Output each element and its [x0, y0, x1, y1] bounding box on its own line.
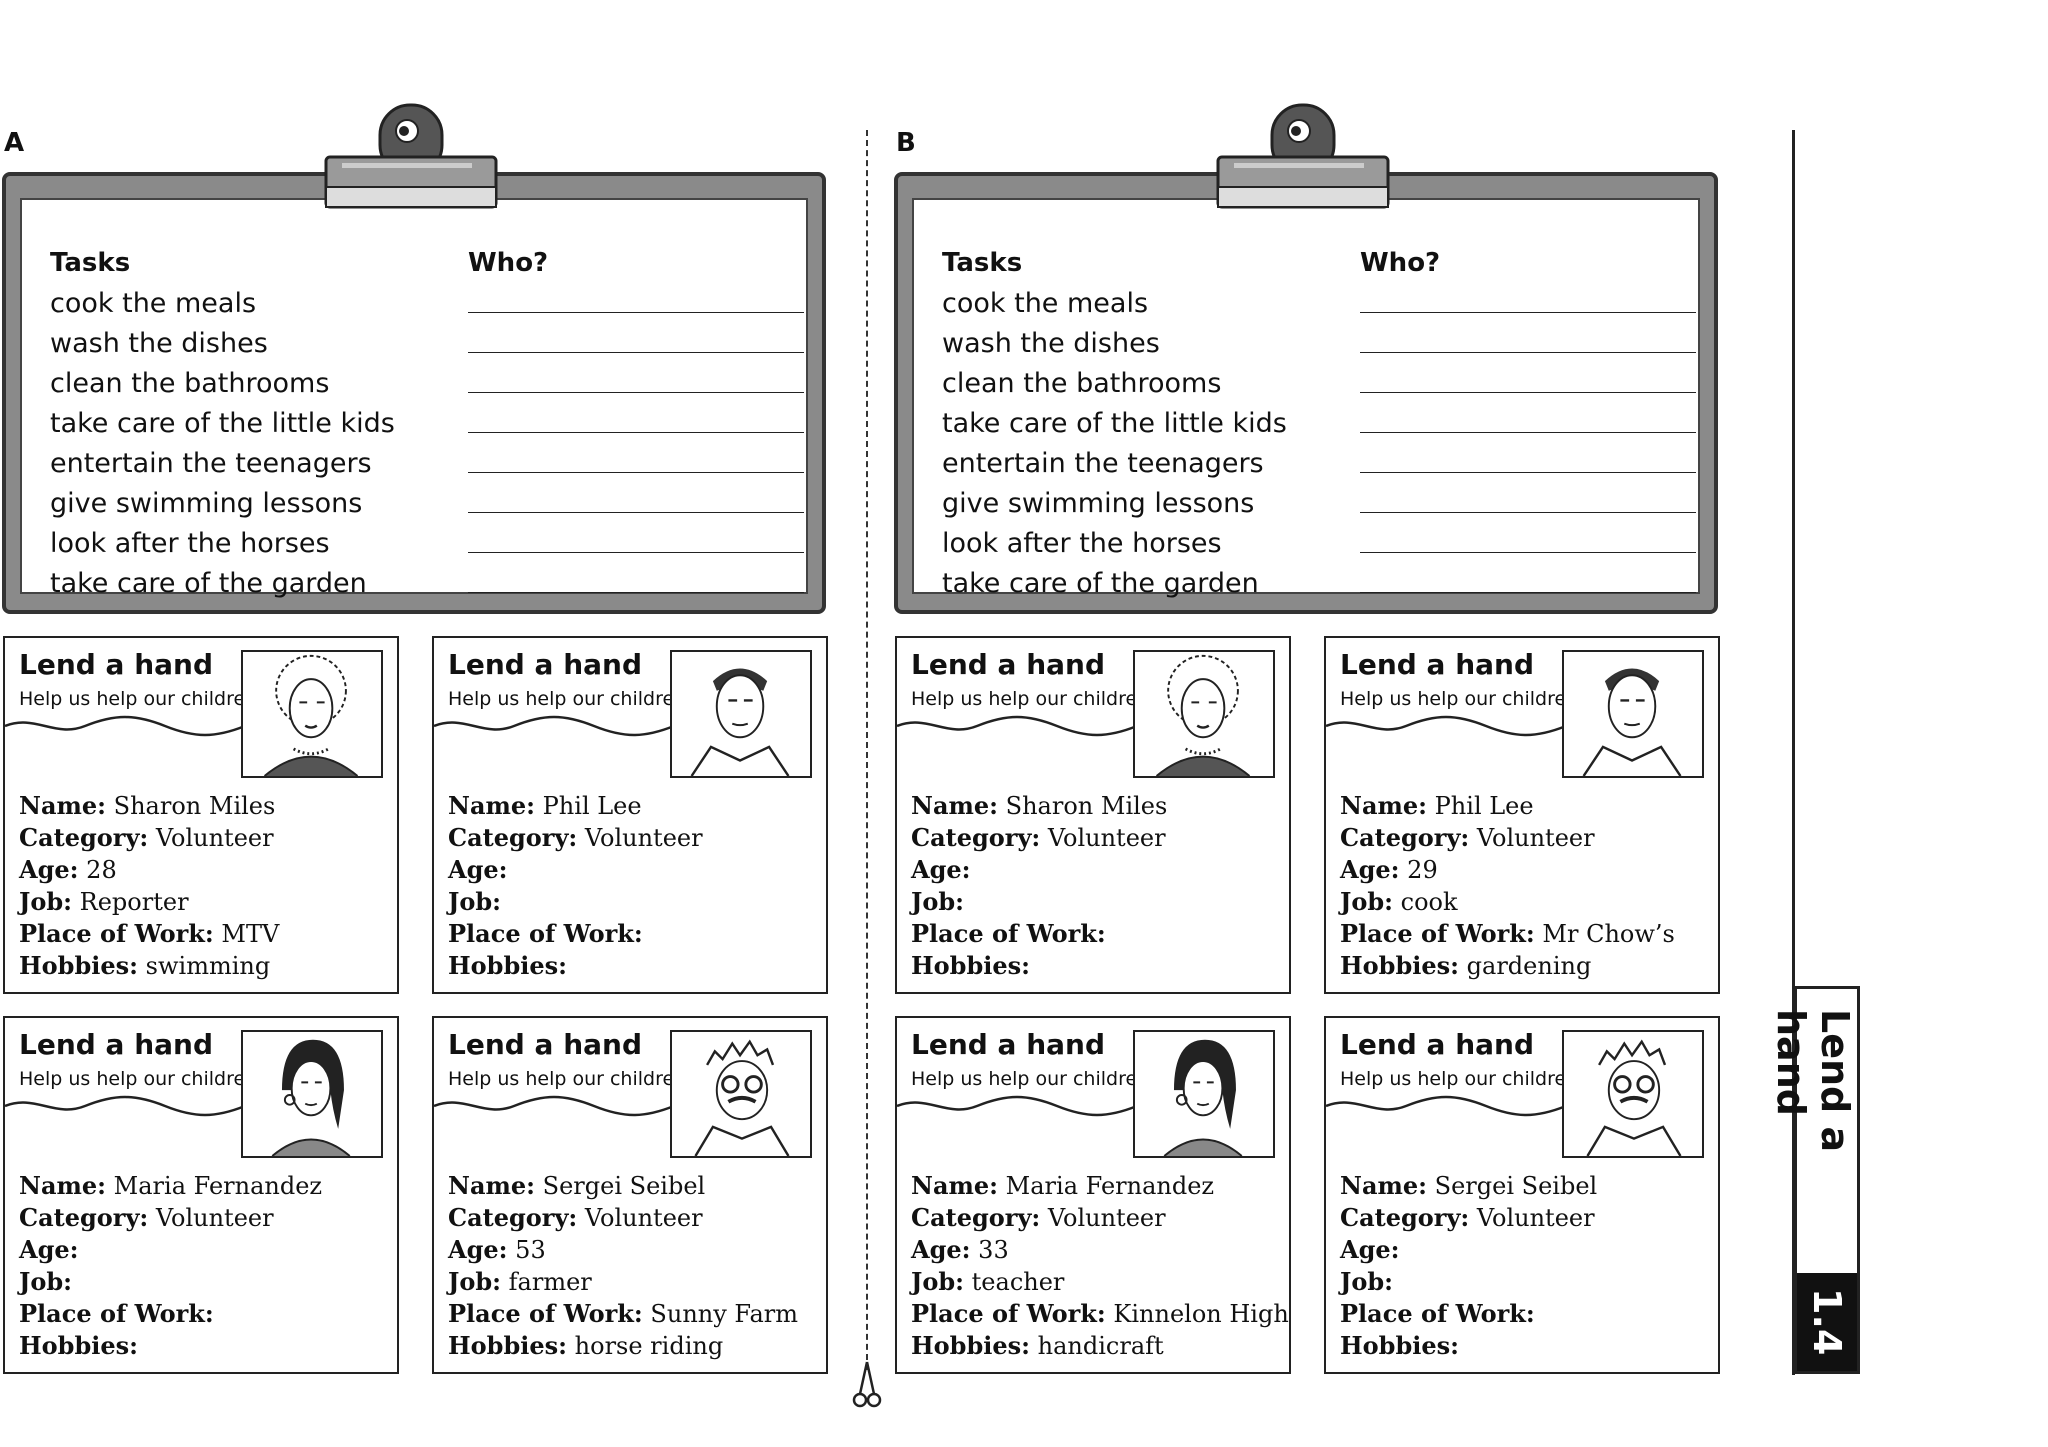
- volunteer-card: [432, 1016, 828, 1374]
- clipboard: [2, 172, 826, 614]
- task-item: entertain the teenagers: [942, 448, 1264, 479]
- field-name: Sergei Seibel: [1434, 1172, 1598, 1200]
- field-age: 33: [978, 1236, 1009, 1264]
- unit-title: Lend a hand: [1769, 1009, 1857, 1153]
- volunteer-card: [1324, 1016, 1720, 1374]
- card-subtitle: Help us help our children: [448, 1068, 687, 1090]
- card-subtitle: Help us help our children: [448, 688, 687, 710]
- answer-line[interactable]: [468, 512, 804, 513]
- field-place: Kinnelon High: [1113, 1300, 1289, 1328]
- clipboard-clip-icon: [322, 103, 500, 213]
- card-fields: Name: Maria Fernandez Category: Volunteer Age: 33 Job: teacher Place of Work: Kinnelon High Hobbies: handicraft: [911, 1171, 1289, 1360]
- portrait-woman-curly-hair: [241, 650, 383, 778]
- unit-number: 1.4: [1797, 1273, 1857, 1371]
- task-item: entertain the teenagers: [50, 448, 372, 479]
- answer-line[interactable]: [1360, 352, 1696, 353]
- card-subtitle: Help us help our children: [911, 1068, 1150, 1090]
- field-hobbies: horse riding: [574, 1332, 724, 1360]
- portrait-man-glasses-mustache: [670, 1030, 812, 1158]
- field-hobbies: handicraft: [1037, 1332, 1164, 1360]
- task-item: clean the bathrooms: [942, 368, 1222, 399]
- card-fields: Name: Sergei Seibel Category: Volunteer Age: 53 Job: farmer Place of Work: Sunny Farm Hobbies: horse riding: [448, 1171, 798, 1360]
- worksheet-half-b: [892, 0, 1752, 1447]
- task-item: take care of the little kids: [50, 408, 395, 439]
- field-job: farmer: [508, 1268, 592, 1296]
- answer-line[interactable]: [1360, 512, 1696, 513]
- field-category: Volunteer: [155, 1204, 274, 1232]
- volunteer-card: [3, 636, 399, 994]
- task-item: cook the meals: [50, 288, 257, 319]
- card-title: Lend a hand: [19, 1028, 214, 1061]
- volunteer-card: [3, 1016, 399, 1374]
- field-hobbies: swimming: [145, 952, 271, 980]
- card-subtitle: Help us help our children: [911, 688, 1150, 710]
- card-title: Lend a hand: [448, 1028, 643, 1061]
- task-item: take care of the garden: [942, 568, 1259, 599]
- field-age: 29: [1407, 856, 1438, 884]
- field-job: teacher: [971, 1268, 1065, 1296]
- tasks-header: Tasks: [942, 248, 1023, 278]
- task-item: wash the dishes: [50, 328, 268, 359]
- volunteer-card: [895, 636, 1291, 994]
- card-title: Lend a hand: [19, 648, 214, 681]
- field-name: Sharon Miles: [1005, 792, 1168, 820]
- card-fields: Name: Sharon Miles Category: Volunteer Age: 28 Job: Reporter Place of Work: MTV Hobbies: swimming: [19, 791, 280, 980]
- field-category: Volunteer: [155, 824, 274, 852]
- card-title: Lend a hand: [911, 1028, 1106, 1061]
- portrait-man-short-hair: [670, 650, 812, 778]
- card-subtitle: Help us help our children: [1340, 1068, 1579, 1090]
- task-item: take care of the garden: [50, 568, 367, 599]
- volunteer-card: [432, 636, 828, 994]
- field-job: cook: [1400, 888, 1458, 916]
- answer-line[interactable]: [468, 392, 804, 393]
- task-item: look after the horses: [50, 528, 330, 559]
- field-category: Volunteer: [1047, 1204, 1166, 1232]
- field-name: Sharon Miles: [113, 792, 276, 820]
- volunteer-card: [1324, 636, 1720, 994]
- clipboard: [894, 172, 1718, 614]
- worksheet-half-a: [0, 0, 860, 1447]
- half-label: A: [4, 128, 25, 158]
- card-subtitle: Help us help our children: [19, 688, 258, 710]
- field-place: MTV: [221, 920, 280, 948]
- answer-line[interactable]: [1360, 312, 1696, 313]
- card-subtitle: Help us help our children: [1340, 688, 1579, 710]
- field-name: Phil Lee: [542, 792, 642, 820]
- field-category: Volunteer: [584, 824, 703, 852]
- card-title: Lend a hand: [1340, 1028, 1535, 1061]
- card-title: Lend a hand: [1340, 648, 1535, 681]
- field-category: Volunteer: [1476, 1204, 1595, 1232]
- answer-line[interactable]: [1360, 432, 1696, 433]
- task-item: give swimming lessons: [942, 488, 1255, 519]
- field-age: 28: [86, 856, 117, 884]
- portrait-woman-braid: [241, 1030, 383, 1158]
- answer-line[interactable]: [468, 432, 804, 433]
- portrait-woman-curly-hair: [1133, 650, 1275, 778]
- clipboard-clip-icon: [1214, 103, 1392, 213]
- answer-line[interactable]: [468, 472, 804, 473]
- task-item: clean the bathrooms: [50, 368, 330, 399]
- portrait-woman-braid: [1133, 1030, 1275, 1158]
- answer-line[interactable]: [468, 592, 804, 593]
- field-name: Sergei Seibel: [542, 1172, 706, 1200]
- card-fields: Name: Sharon Miles Category: Volunteer Age: Job: Place of Work: Hobbies:: [911, 791, 1168, 980]
- who-header: Who?: [1360, 248, 1441, 278]
- portrait-man-glasses-mustache: [1562, 1030, 1704, 1158]
- answer-line[interactable]: [468, 352, 804, 353]
- card-title: Lend a hand: [911, 648, 1106, 681]
- cut-line: [866, 130, 868, 1370]
- answer-line[interactable]: [1360, 552, 1696, 553]
- field-place: Sunny Farm: [650, 1300, 798, 1328]
- scissors-icon: [852, 1360, 882, 1410]
- task-sheet: [912, 198, 1700, 599]
- card-title: Lend a hand: [448, 648, 643, 681]
- card-fields: Name: Sergei Seibel Category: Volunteer Age: Job: Place of Work: Hobbies:: [1340, 1171, 1598, 1360]
- field-name: Maria Fernandez: [113, 1172, 323, 1200]
- card-subtitle: Help us help our children: [19, 1068, 258, 1090]
- task-item: cook the meals: [942, 288, 1149, 319]
- task-item: wash the dishes: [942, 328, 1160, 359]
- tasks-header: Tasks: [50, 248, 131, 278]
- field-name: Phil Lee: [1434, 792, 1534, 820]
- field-hobbies: gardening: [1466, 952, 1592, 980]
- answer-line[interactable]: [1360, 472, 1696, 473]
- answer-line[interactable]: [1360, 392, 1696, 393]
- volunteer-card: [895, 1016, 1291, 1374]
- answer-line[interactable]: [468, 552, 804, 553]
- task-sheet: [20, 198, 808, 599]
- field-place: Mr Chow’s: [1542, 920, 1675, 948]
- who-header: Who?: [468, 248, 549, 278]
- field-age: 53: [515, 1236, 546, 1264]
- card-fields: Name: Maria Fernandez Category: Volunteer Age: Job: Place of Work: Hobbies:: [19, 1171, 323, 1360]
- field-name: Maria Fernandez: [1005, 1172, 1215, 1200]
- field-job: Reporter: [79, 888, 189, 916]
- task-item: take care of the little kids: [942, 408, 1287, 439]
- card-fields: Name: Phil Lee Category: Volunteer Age: Job: Place of Work: Hobbies:: [448, 791, 703, 980]
- field-category: Volunteer: [1047, 824, 1166, 852]
- field-category: Volunteer: [1476, 824, 1595, 852]
- answer-line[interactable]: [1360, 592, 1696, 593]
- unit-tab: [1769, 986, 1860, 1374]
- half-label: B: [896, 128, 916, 158]
- card-fields: Name: Phil Lee Category: Volunteer Age: 29 Job: cook Place of Work: Mr Chow’s Hobbies: gardening: [1340, 791, 1675, 980]
- task-item: give swimming lessons: [50, 488, 363, 519]
- portrait-man-short-hair: [1562, 650, 1704, 778]
- field-category: Volunteer: [584, 1204, 703, 1232]
- answer-line[interactable]: [468, 312, 804, 313]
- task-item: look after the horses: [942, 528, 1222, 559]
